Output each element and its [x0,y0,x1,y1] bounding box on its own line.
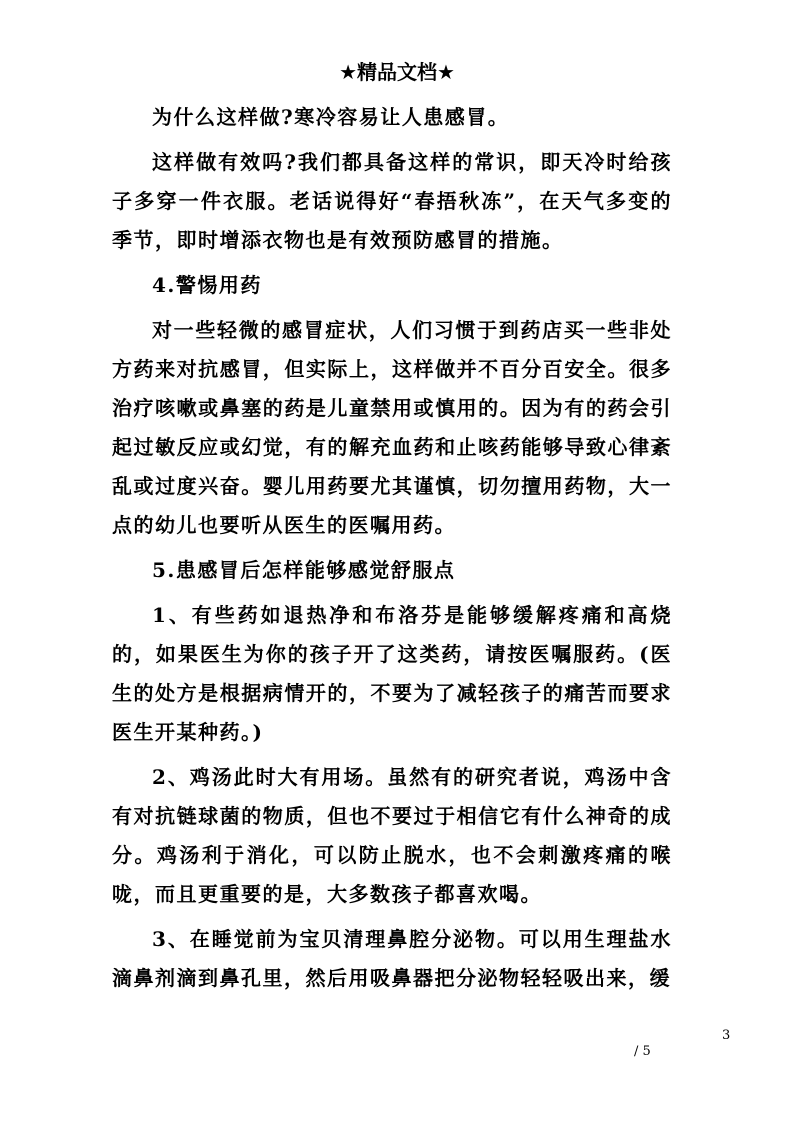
paragraph-medication: 对一些轻微的感冒症状，人们习惯于到药店买一些非处方药来对抗感冒，但实际上，这样做并不百分百安全。很多治疗咳嗽或鼻塞的药是儿童禁用或慎用的。因为有的药会引起过敏反应或幻觉，有的解充血药和止咳药能够导致心律紊乱或过度兴奋。婴儿用药要尤其谨慎，切勿擅用药物，大一点的幼儿也要听从医生的医嘱用药。 [112,318,672,537]
paragraph-effective: 这样做有效吗?我们都具备这样的常识，即天冷时给孩子多穿一件衣服。老话说得好“春捂秋冻”，在天气多变的季节，即时增添衣物也是有效预防感冒的措施。 [112,150,672,252]
paragraph-item-1: 1、有些药如退热净和布洛芬是能够缓解疼痛和高烧的，如果医生为你的孩子开了这类药，请按医嘱服药。(医生的处方是根据病情开的，不要为了减轻孩子的痛苦而要求医生开某种药。) [112,603,672,744]
section-heading-comfort: 5.患感冒后怎样能够感觉舒服点 [152,558,456,582]
page-number: 3 [722,1028,731,1043]
document-body [112,98,672,998]
section-heading-medication: 4.警惕用药 [152,273,262,297]
document-header-title: ★精品文档★ [339,60,455,84]
paragraph-item-2: 2、鸡汤此时大有用场。虽然有的研究者说，鸡汤中含有对抗链球菌的物质，但也不要过于相信它有什么神奇的成分。鸡汤利于消化，可以防止脱水，也不会刺激疼痛的喉咙，而且更重要的是，大多数孩子都喜欢喝。 [112,765,672,906]
paragraph-why: 为什么这样做?寒冷容易让人患感冒。 [152,105,510,129]
paragraph-item-3: 3、在睡觉前为宝贝清理鼻腔分泌物。可以用生理盐水滴鼻剂滴到鼻孔里，然后用吸鼻器把分泌物轻轻吸出来，缓 [112,927,672,990]
page-total: / 5 [634,1044,651,1059]
